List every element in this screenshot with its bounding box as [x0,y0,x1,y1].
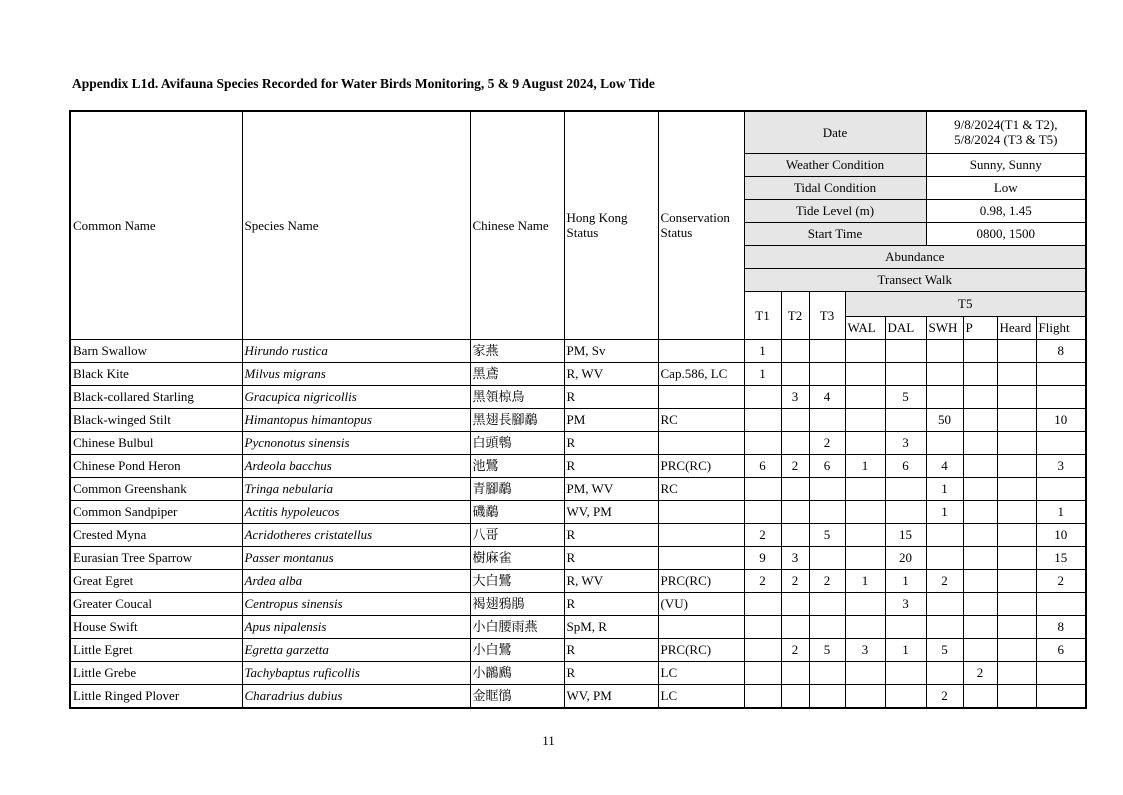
header-p: P [963,316,997,339]
cell-hk-status: WV, PM [564,684,658,708]
cell-p [963,408,997,431]
header-tidal-value: Low [926,176,1086,199]
cell-flight: 8 [1036,615,1086,638]
cell-heard [997,684,1036,708]
cell-t2: 2 [781,569,809,592]
cell-heard [997,408,1036,431]
cell-species-name: Acridotheres cristatellus [242,523,470,546]
cell-swh [926,385,963,408]
cell-flight: 6 [1036,638,1086,661]
cell-dal [885,339,926,362]
cell-wal [845,385,885,408]
cell-conservation-status [658,615,744,638]
cell-dal [885,661,926,684]
header-start-time-label: Start Time [744,222,926,245]
cell-heard [997,592,1036,615]
cell-t1: 2 [744,569,781,592]
cell-hk-status: R [564,592,658,615]
cell-t1: 1 [744,362,781,385]
cell-t3 [809,661,845,684]
cell-chinese-name: 家燕 [470,339,564,362]
cell-heard [997,477,1036,500]
cell-chinese-name: 黑鳶 [470,362,564,385]
cell-conservation-status [658,385,744,408]
cell-heard [997,638,1036,661]
cell-p [963,684,997,708]
cell-hk-status: R [564,431,658,454]
cell-wal [845,523,885,546]
cell-flight: 8 [1036,339,1086,362]
table-row [70,546,1086,569]
table-body [70,339,1086,708]
cell-t1: 2 [744,523,781,546]
cell-t3: 2 [809,431,845,454]
cell-wal: 1 [845,569,885,592]
cell-swh [926,592,963,615]
cell-t1 [744,385,781,408]
table-row [70,523,1086,546]
table-row [70,477,1086,500]
header-flight: Flight [1036,316,1086,339]
cell-wal [845,431,885,454]
cell-heard [997,523,1036,546]
table-row [70,638,1086,661]
cell-t3: 4 [809,385,845,408]
cell-common-name: Chinese Bulbul [70,431,242,454]
cell-conservation-status: Cap.586, LC [658,362,744,385]
cell-species-name: Hirundo rustica [242,339,470,362]
cell-wal [845,661,885,684]
cell-t3 [809,477,845,500]
header-chinese-name: Chinese Name [470,111,564,339]
cell-flight: 15 [1036,546,1086,569]
cell-hk-status: R [564,385,658,408]
header-date-value [926,111,1086,153]
cell-swh [926,546,963,569]
cell-chinese-name: 黑領椋鳥 [470,385,564,408]
cell-wal: 1 [845,454,885,477]
cell-hk-status: R [564,546,658,569]
table-row [70,661,1086,684]
cell-t1: 9 [744,546,781,569]
cell-hk-status: R [564,523,658,546]
cell-swh: 1 [926,500,963,523]
cell-t1 [744,684,781,708]
cell-hk-status: SpM, R [564,615,658,638]
cell-p [963,477,997,500]
cell-p [963,362,997,385]
cell-conservation-status [658,546,744,569]
header-t1: T1 [744,291,781,339]
cell-hk-status: WV, PM [564,500,658,523]
cell-t2 [781,362,809,385]
cell-species-name: Passer montanus [242,546,470,569]
cell-t2 [781,477,809,500]
header-tidal-label: Tidal Condition [744,176,926,199]
cell-heard [997,661,1036,684]
cell-wal: 3 [845,638,885,661]
cell-species-name: Gracupica nigricollis [242,385,470,408]
header-common-name: Common Name [70,111,242,339]
cell-dal: 20 [885,546,926,569]
cell-swh: 1 [926,477,963,500]
cell-chinese-name: 白頭鵯 [470,431,564,454]
cell-heard [997,339,1036,362]
header-heard: Heard [997,316,1036,339]
cell-species-name: Ardea alba [242,569,470,592]
cell-conservation-status: RC [658,477,744,500]
cell-flight [1036,592,1086,615]
cell-t2: 2 [781,454,809,477]
cell-swh [926,615,963,638]
cell-heard [997,500,1036,523]
cell-conservation-status [658,523,744,546]
cell-flight [1036,684,1086,708]
cell-conservation-status: LC [658,684,744,708]
cell-wal [845,339,885,362]
table-row [70,592,1086,615]
cell-p: 2 [963,661,997,684]
cell-chinese-name: 磯鷸 [470,500,564,523]
cell-flight: 2 [1036,569,1086,592]
table-row [70,362,1086,385]
cell-flight [1036,362,1086,385]
cell-chinese-name: 小鸊鷉 [470,661,564,684]
header-t2: T2 [781,291,809,339]
page-title: Appendix L1d. Avifauna Species Recorded for Water Birds Monitoring, 5 & 9 August 2024, Low Tide [72,76,655,91]
cell-swh [926,339,963,362]
page-number: 11 [542,733,555,748]
cell-species-name: Tachybaptus ruficollis [242,661,470,684]
cell-heard [997,569,1036,592]
cell-common-name: Little Grebe [70,661,242,684]
cell-conservation-status: LC [658,661,744,684]
cell-heard [997,546,1036,569]
species-table [69,110,1087,709]
cell-hk-status: R, WV [564,362,658,385]
header-t3: T3 [809,291,845,339]
cell-swh: 4 [926,454,963,477]
cell-t2 [781,661,809,684]
cell-heard [997,454,1036,477]
cell-swh: 2 [926,569,963,592]
cell-common-name: House Swift [70,615,242,638]
cell-dal: 6 [885,454,926,477]
cell-t3 [809,615,845,638]
cell-wal [845,684,885,708]
cell-t2 [781,684,809,708]
cell-flight [1036,661,1086,684]
cell-t2 [781,500,809,523]
date-value-line2: 5/8/2024 (T3 & T5) [954,132,1058,148]
cell-common-name: Black Kite [70,362,242,385]
table-row [70,500,1086,523]
cell-wal [845,477,885,500]
cell-dal [885,362,926,385]
cell-hk-status: PM, WV [564,477,658,500]
cell-common-name: Black-collared Starling [70,385,242,408]
cell-wal [845,408,885,431]
cell-common-name: Little Ringed Plover [70,684,242,708]
header-tide-level-label: Tide Level (m) [744,199,926,222]
cell-species-name: Ardeola bacchus [242,454,470,477]
cell-flight: 3 [1036,454,1086,477]
header-t5: T5 [845,291,1086,316]
cell-t2 [781,592,809,615]
cell-species-name: Pycnonotus sinensis [242,431,470,454]
cell-hk-status: PM [564,408,658,431]
cell-p [963,385,997,408]
cell-t1: 6 [744,454,781,477]
cell-heard [997,615,1036,638]
cell-t3 [809,339,845,362]
table-row [70,454,1086,477]
cell-dal: 3 [885,592,926,615]
cell-t2 [781,523,809,546]
cell-hk-status: R [564,661,658,684]
cell-common-name: Greater Coucal [70,592,242,615]
cell-common-name: Eurasian Tree Sparrow [70,546,242,569]
cell-species-name: Charadrius dubius [242,684,470,708]
cell-dal: 15 [885,523,926,546]
cell-t2 [781,408,809,431]
header-weather-label: Weather Condition [744,153,926,176]
cell-p [963,615,997,638]
cell-flight: 1 [1036,500,1086,523]
cell-conservation-status: PRC(RC) [658,569,744,592]
cell-p [963,454,997,477]
table-row [70,431,1086,454]
cell-p [963,569,997,592]
cell-t3: 2 [809,569,845,592]
cell-hk-status: R [564,454,658,477]
table-row [70,615,1086,638]
cell-swh: 50 [926,408,963,431]
cell-species-name: Egretta garzetta [242,638,470,661]
cell-p [963,500,997,523]
cell-heard [997,362,1036,385]
cell-dal: 5 [885,385,926,408]
cell-chinese-name: 小白鷺 [470,638,564,661]
cell-t3: 5 [809,638,845,661]
cell-species-name: Milvus migrans [242,362,470,385]
cell-chinese-name: 八哥 [470,523,564,546]
cell-common-name: Great Egret [70,569,242,592]
date-value-line1: 9/8/2024(T1 & T2), [954,117,1058,133]
cell-t1 [744,661,781,684]
cell-conservation-status: PRC(RC) [658,638,744,661]
cell-species-name: Himantopus himantopus [242,408,470,431]
cell-t1 [744,500,781,523]
cell-p [963,523,997,546]
cell-dal [885,615,926,638]
cell-chinese-name: 池鷺 [470,454,564,477]
cell-species-name: Actitis hypoleucos [242,500,470,523]
cell-common-name: Common Greenshank [70,477,242,500]
cell-heard [997,431,1036,454]
cell-t2: 3 [781,546,809,569]
cell-chinese-name: 樹麻雀 [470,546,564,569]
cell-t3: 5 [809,523,845,546]
cell-t2 [781,431,809,454]
cell-flight [1036,431,1086,454]
header-weather-value: Sunny, Sunny [926,153,1086,176]
cell-conservation-status: (VU) [658,592,744,615]
cell-conservation-status [658,431,744,454]
cell-dal [885,477,926,500]
cell-flight: 10 [1036,523,1086,546]
cell-t1: 1 [744,339,781,362]
header-hk-status: Hong Kong Status [564,111,658,339]
cell-t3 [809,684,845,708]
cell-wal [845,500,885,523]
cell-chinese-name: 褐翅鴉鵑 [470,592,564,615]
cell-species-name: Centropus sinensis [242,592,470,615]
cell-p [963,339,997,362]
cell-t2 [781,339,809,362]
cell-dal [885,684,926,708]
cell-hk-status: R [564,638,658,661]
cell-t1 [744,408,781,431]
cell-t1 [744,638,781,661]
table-row [70,385,1086,408]
cell-flight [1036,477,1086,500]
table-row [70,569,1086,592]
table-row [70,408,1086,431]
cell-wal [845,592,885,615]
cell-species-name: Tringa nebularia [242,477,470,500]
cell-conservation-status: PRC(RC) [658,454,744,477]
cell-swh [926,523,963,546]
header-dal: DAL [885,316,926,339]
cell-t3 [809,408,845,431]
cell-t3 [809,546,845,569]
cell-wal [845,546,885,569]
cell-conservation-status [658,500,744,523]
header-conservation-status: Conservation Status [658,111,744,339]
cell-p [963,431,997,454]
cell-conservation-status: RC [658,408,744,431]
cell-flight [1036,385,1086,408]
cell-dal: 1 [885,638,926,661]
cell-wal [845,615,885,638]
cell-conservation-status [658,339,744,362]
cell-common-name: Barn Swallow [70,339,242,362]
cell-t3 [809,362,845,385]
cell-chinese-name: 青腳鷸 [470,477,564,500]
header-date-label: Date [744,111,926,153]
cell-chinese-name: 小白腰雨燕 [470,615,564,638]
cell-hk-status: R, WV [564,569,658,592]
table-row [70,339,1086,362]
cell-swh [926,431,963,454]
cell-dal [885,500,926,523]
header-tide-level-value: 0.98, 1.45 [926,199,1086,222]
cell-hk-status: PM, Sv [564,339,658,362]
cell-t1 [744,592,781,615]
cell-flight: 10 [1036,408,1086,431]
header-swh: SWH [926,316,963,339]
cell-common-name: Little Egret [70,638,242,661]
cell-dal [885,408,926,431]
cell-swh: 5 [926,638,963,661]
cell-t1 [744,615,781,638]
cell-t1 [744,431,781,454]
cell-dal: 1 [885,569,926,592]
cell-p [963,592,997,615]
cell-common-name: Chinese Pond Heron [70,454,242,477]
cell-p [963,638,997,661]
cell-t3: 6 [809,454,845,477]
cell-t1 [744,477,781,500]
cell-common-name: Black-winged Stilt [70,408,242,431]
header-transect-walk: Transect Walk [744,268,1086,291]
table-row [70,684,1086,708]
cell-chinese-name: 黑翅長腳鷸 [470,408,564,431]
cell-chinese-name: 大白鷺 [470,569,564,592]
cell-t2: 2 [781,638,809,661]
cell-chinese-name: 金眶鴴 [470,684,564,708]
cell-t2 [781,615,809,638]
header-wal: WAL [845,316,885,339]
cell-species-name: Apus nipalensis [242,615,470,638]
header-start-time-value: 0800, 1500 [926,222,1086,245]
cell-p [963,546,997,569]
cell-dal: 3 [885,431,926,454]
cell-swh: 2 [926,684,963,708]
cell-heard [997,385,1036,408]
cell-t3 [809,500,845,523]
cell-swh [926,661,963,684]
cell-wal [845,362,885,385]
header-abundance: Abundance [744,245,1086,268]
cell-t2: 3 [781,385,809,408]
cell-common-name: Crested Myna [70,523,242,546]
header-species-name: Species Name [242,111,470,339]
cell-t3 [809,592,845,615]
cell-swh [926,362,963,385]
cell-common-name: Common Sandpiper [70,500,242,523]
